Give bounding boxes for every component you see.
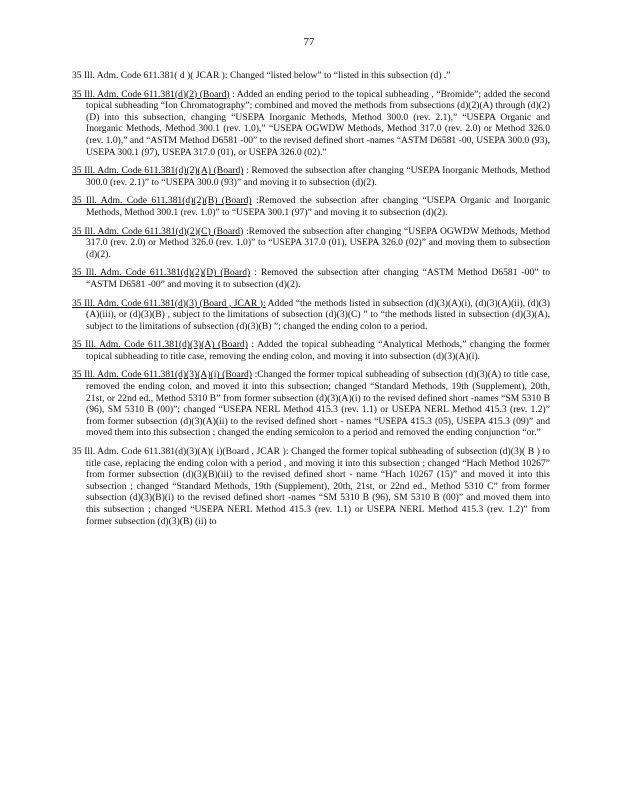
entry-citation: 35 Ill. Adm. Code 611.381(d)(3) (Board , JCAR ): (72, 297, 266, 309)
entry-text: : Added the topical subheading “Analytical Methods,” changing the former topical subheading to title case, removing the ending colon, and moving it into subsection (d)(3)(A)(i). (86, 339, 550, 362)
note-entry (72, 226, 550, 261)
entry-text: : Removed the subsection after changing “USEPA Inorganic Methods, Method 300.0 (rev. 2.1)” to “USEPA 300.0 (93)” and moving it to subsection (d)(2). (86, 165, 550, 188)
note-entry (72, 70, 550, 82)
note-entry (72, 89, 550, 159)
entry-citation: 35 Ill. Adm. Code 611.381(d)(2)(A) (Board) (72, 165, 244, 177)
entry-citation: 35 Ill. Adm. Code 611.381(d)(2)(D) (Board) (72, 267, 251, 279)
entry-text: Added “the methods listed in subsection (d)(3)(A)(i), (d)(3)(A)(ii), (d)(3)(A)(iii), or (d)(3)(B) , subject to the limitations of subsection (d)(3)(C) ” to “the methods listed in subsection (d)(3)(A), subject to the limitations of subsection (d)(3)(B) ”; changed the ending colon to a period. (86, 297, 550, 332)
entry-text: :Removed the subsection after changing “USEPA Organic and Inorganic Methods, Method 300.1 (rev. 1.0)” to “USEPA 300.1 (97)” and moving it to subsection (d)(2). (86, 195, 551, 218)
note-entry (72, 298, 550, 333)
entry-citation: 35 Ill. Adm. Code 611.381(d)(3)(A)( i)(Board , JCAR ): (72, 446, 289, 458)
entry-text: : Removed the subsection after changing “ASTM Method D6581 -00” to “ASTM D6581 -00” and moving it to subsection (d)(2). (86, 267, 550, 290)
entry-citation: 35 Ill. Adm. Code 611.381(d)(3)(A) (Board) (72, 339, 248, 351)
note-entry (72, 339, 550, 362)
page-number: 77 (303, 36, 315, 48)
document-body (72, 70, 550, 534)
entry-citation: 35 Ill. Adm. Code 611.381(d)(2) (Board) (72, 88, 230, 100)
entry-citation: 35 Ill. Adm. Code 611.381(d)(2)(B) (Board) (72, 195, 252, 207)
entry-citation: 35 Ill. Adm. Code 611.381( d )( JCAR ): (72, 70, 228, 81)
note-entry (72, 446, 550, 527)
note-entry (72, 165, 550, 188)
entry-text: :Changed the former topical subheading of subsection (d)(3)(A) to title case, removed the ending colon, and moved it into this subsection; changed “Standard Methods, 19th (Supplement), 20th, 21st, or 22nd ed., Method 5310 B” from former subsection (d)(3)(A)(i) to the revised defined short -names “SM 5310 B (96), SM 5310 B (00)”; changed “USEPA NERL Method 415.3 (rev. 1.1) or USEPA NERL Method 415.3 (rev. 1.2)” from former subsection (d)(3)(A)(ii) to the revised defined short - names “USEPA 415.3 (05), USEPA 415.3 (09)” and moved them into this subsection ; changed the ending semicolon to a period and removed the ending conjunction “or.” (86, 369, 550, 439)
entry-text: : Added an ending period to the topical subheading , “Bromide”; added the second topical subheading “Ion Chromatography”; combined and moved the methods from subsections (d)(2)(A) through (d)(2)(D) into this subsection, changing “USEPA Inorganic Methods, Method 300.0 (rev. 2.1),” “USEPA Organic and Inorganic Methods, Method 300.1 (rev. 1.0),” “USEPA OGWDW Methods, Method 317.0 (rev. 2.0) or Method 326.0 (rev. 1.0),” and “ASTM Method D6581 -00” to the revised defined short -names “ASTM D6581 -00, USEPA 300.0 (93), USEPA 300.1 (97), USEPA 317.0 (01), or USEPA 326.0 (02).” (86, 88, 550, 158)
note-entry (72, 267, 550, 290)
entry-text: Changed the former topical subheading of subsection (d)(3)( B ) to title case, replacing the ending colon with a period , and moving it into this subsection ; changed “Hach Method 10267” from former subsection (d)(3)(B)(iii) to the revised defined short - name “Hach 10267 (15)” and moved it into this subsection ; changed “Standard Methods, 19th (Supplement), 20th, 21st, or 22nd ed., Method 5310 C” from former subsection (d)(3)(B)(i) to the revised defined short -names “SM 5310 B (96), SM 5310 B (00)” and moved them into this subsection ; changed “USEPA NERL Method 415.3 (rev. 1.1) or USEPA NERL Method 415.3 (rev. 1.2)” from former subsection (d)(3)(B) (ii) to (86, 446, 550, 527)
entry-text: :Removed the subsection after changing “USEPA OGWDW Methods, Method 317.0 (rev. 2.0) or Method 326.0 (rev. 1.0)” to “USEPA 317.0 (01), USEPA 326.0 (02)” and moving them to subsection (d)(2). (86, 225, 550, 260)
note-entry (72, 195, 550, 218)
entry-text: Changed “listed below” to “listed in this subsection (d) .” (229, 70, 451, 81)
note-entry (72, 369, 550, 439)
entry-citation: 35 Ill. Adm. Code 611.381(d)(3)(A)(i) (Board) (72, 369, 253, 381)
entry-citation: 35 Ill. Adm. Code 611.381(d)(2)(C) (Board) (72, 225, 244, 237)
